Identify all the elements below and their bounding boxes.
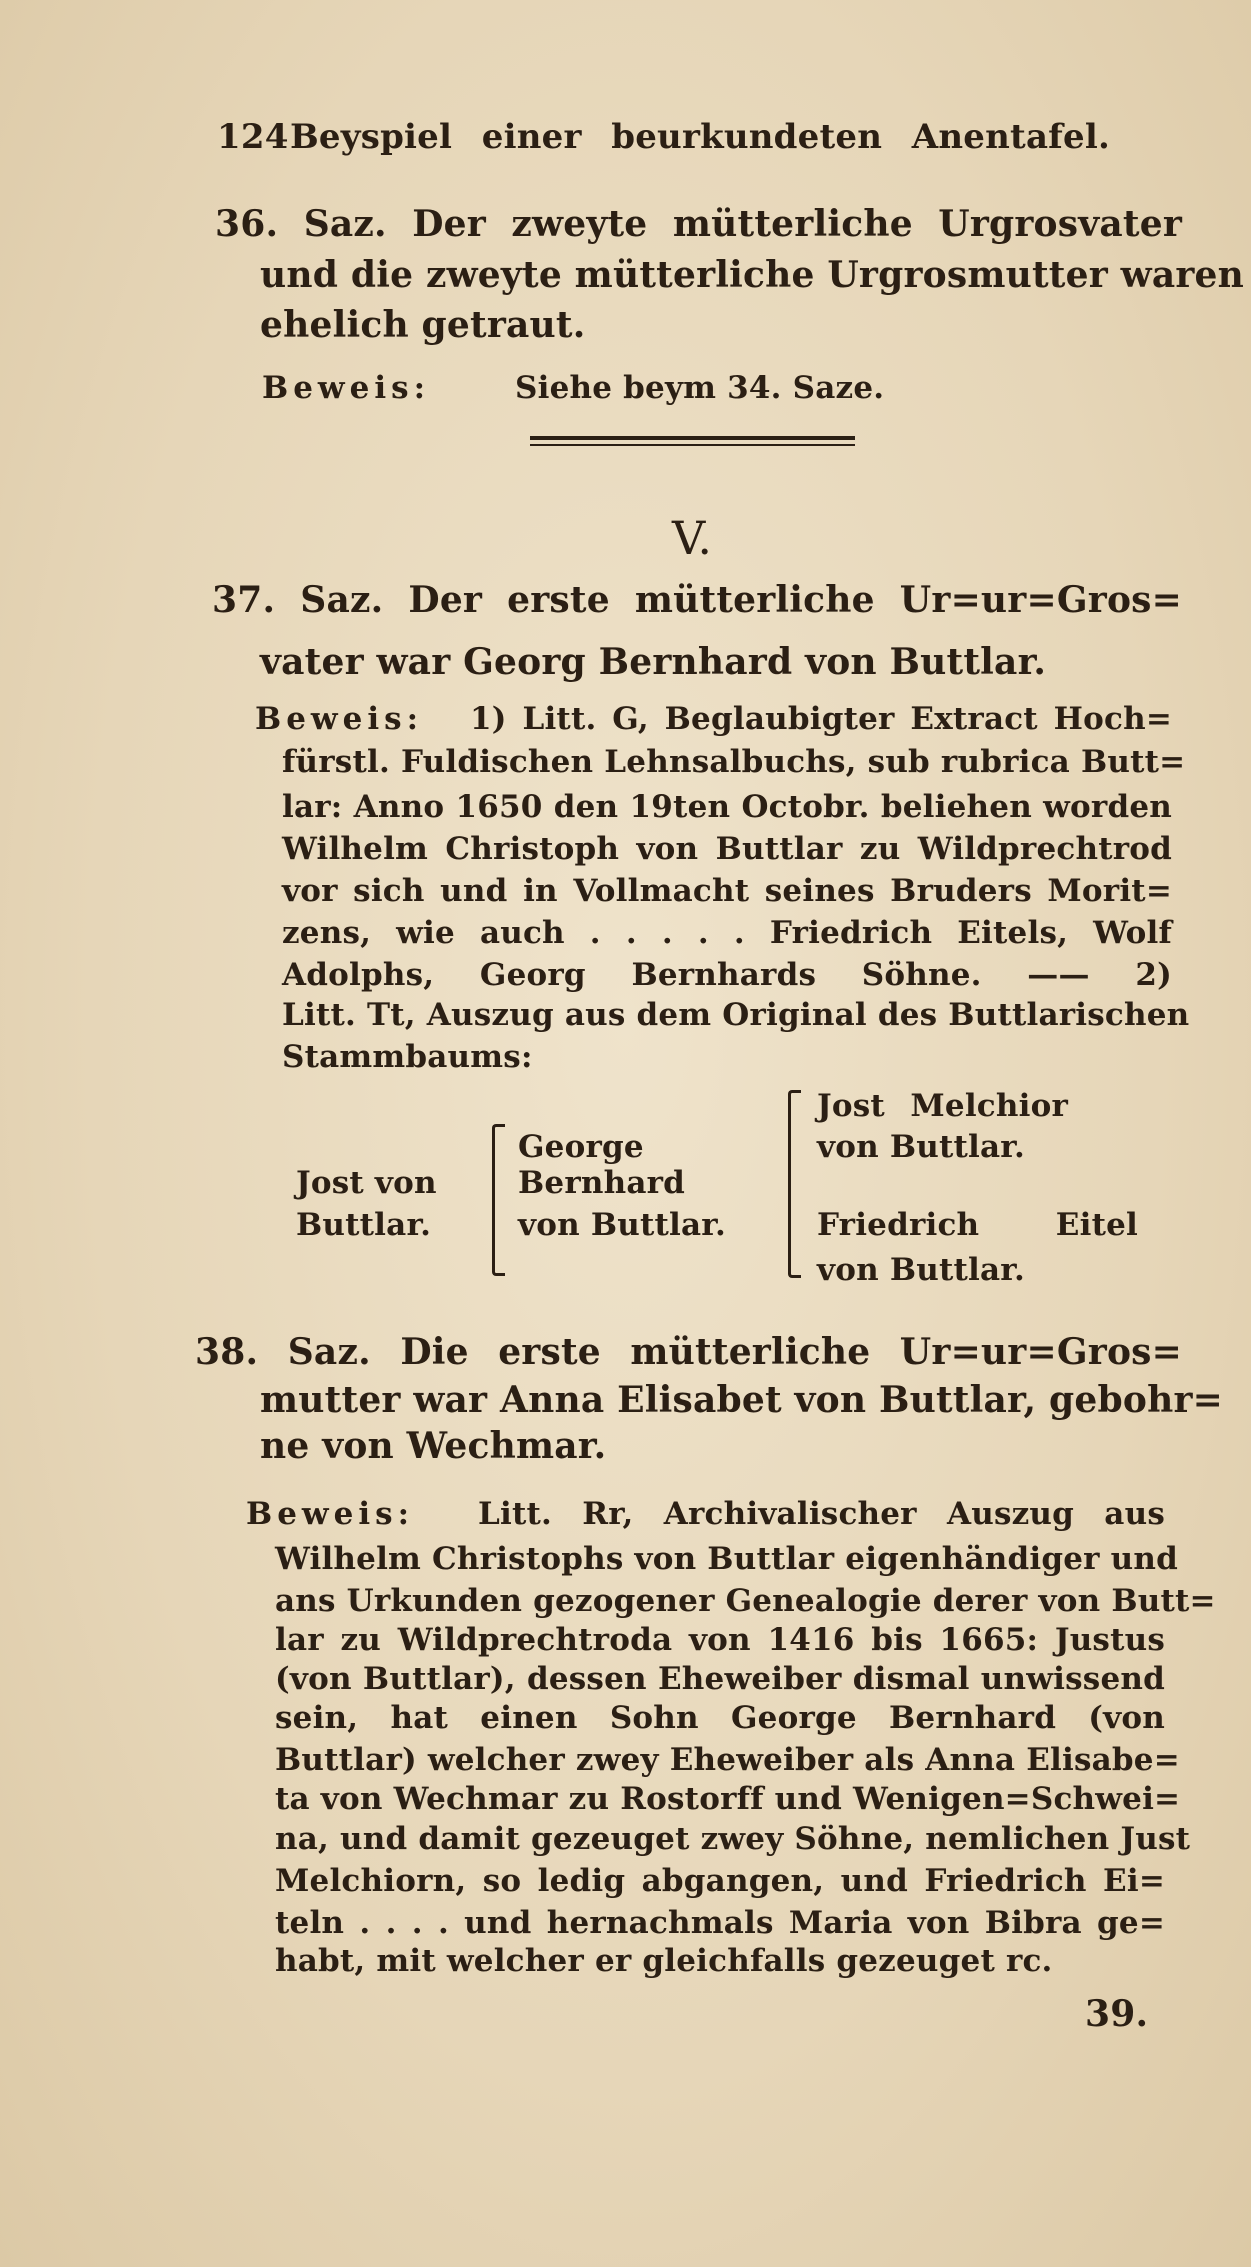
tree-grandchild-name: Jost Melchior bbox=[817, 1088, 1068, 1124]
proof-text-line: lar: Anno 1650 den 19ten Octobr. beliehen worden bbox=[282, 789, 1172, 825]
tree-grandchild-name: Friedrich Eitel bbox=[817, 1207, 1138, 1243]
tree-bracket-left bbox=[492, 1124, 505, 1276]
tree-root-name: Jost von bbox=[296, 1165, 437, 1201]
proof-text-line: zens, wie auch . . . . . Friedrich Eitels, Wolf bbox=[282, 915, 1172, 951]
section-text-line: ne von Wechmar. bbox=[260, 1425, 607, 1467]
section-divider-rule-thin bbox=[530, 444, 855, 446]
proof-text-line: (von Buttlar), dessen Eheweiber dismal unwissend bbox=[275, 1661, 1165, 1697]
proof-text-line: Melchiorn, so ledig abgangen, und Friedrich Ei= bbox=[275, 1863, 1165, 1899]
proof-text-line: lar zu Wildprechtroda von 1416 bis 1665: Justus bbox=[275, 1622, 1165, 1658]
proof-text-line: teln . . . . und hernachmals Maria von Bibra ge= bbox=[275, 1905, 1165, 1941]
proof-label: Beweis: bbox=[255, 701, 424, 737]
section-text-line: vater war Georg Bernhard von Buttlar. bbox=[260, 641, 1047, 683]
page-number: 124 bbox=[217, 117, 289, 157]
proof-text-line: Litt. Rr, Archivalischer Auszug aus bbox=[478, 1496, 1165, 1532]
proof-text-line: Adolphs, Georg Bernhards Söhne. —— 2) bbox=[282, 957, 1172, 993]
proof-label: Beweis: bbox=[262, 370, 431, 406]
section-heading: 36. Saz. Der zweyte mütterliche Urgrosvater bbox=[215, 203, 1182, 245]
proof-text-line: vor sich und in Vollmacht seines Bruders Morit= bbox=[282, 873, 1172, 909]
proof-text-line: Wilhelm Christoph von Buttlar zu Wildprechtrod bbox=[282, 831, 1172, 867]
tree-grandchild-name: von Buttlar. bbox=[817, 1129, 1025, 1165]
proof-text-line: 1) Litt. G, Beglaubigter Extract Hoch= bbox=[470, 701, 1172, 737]
proof-text-line: habt, mit welcher er gleichfalls gezeuget rc. bbox=[275, 1943, 1053, 1979]
proof-text-line: fürstl. Fuldischen Lehnsalbuchs, sub rubrica Butt= bbox=[282, 744, 1186, 780]
proof-text-line: Litt. Tt, Auszug aus dem Original des Buttlarischen bbox=[282, 997, 1190, 1033]
section-text-line: und die zweyte mütterliche Urgrosmutter waren bbox=[260, 254, 1245, 296]
proof-label: Beweis: bbox=[246, 1496, 415, 1532]
section-text-line: ehelich getraut. bbox=[260, 304, 586, 346]
tree-bracket-right bbox=[788, 1090, 801, 1278]
tree-child-name: George bbox=[518, 1129, 644, 1165]
tree-root-name: Buttlar. bbox=[296, 1207, 432, 1243]
proof-text-line: ans Urkunden gezogener Genealogie derer von Butt= bbox=[275, 1583, 1216, 1619]
chapter-numeral: V. bbox=[672, 511, 713, 565]
proof-text-line: sein, hat einen Sohn George Bernhard (von bbox=[275, 1700, 1165, 1736]
proof-text-line: Wilhelm Christophs von Buttlar eigenhändiger und bbox=[275, 1541, 1178, 1577]
proof-text-line: na, und damit gezeuget zwey Söhne, nemlichen Just bbox=[275, 1821, 1191, 1857]
section-divider-rule bbox=[530, 436, 855, 440]
tree-child-name: von Buttlar. bbox=[518, 1207, 726, 1243]
running-header: Beyspiel einer beurkundeten Anentafel. bbox=[290, 117, 1110, 157]
section-heading: 38. Saz. Die erste mütterliche Ur=ur=Gros= bbox=[195, 1331, 1182, 1373]
section-heading: 37. Saz. Der erste mütterliche Ur=ur=Gros= bbox=[212, 579, 1182, 621]
proof-text-line: Buttlar) welcher zwey Eheweiber als Anna Elisabe= bbox=[275, 1742, 1180, 1778]
catchword: 39. bbox=[1085, 1993, 1149, 2035]
proof-text-line: Stammbaums: bbox=[282, 1039, 533, 1075]
tree-grandchild-name: von Buttlar. bbox=[817, 1252, 1025, 1288]
proof-text-line: ta von Wechmar zu Rostorff und Wenigen=Schwei= bbox=[275, 1781, 1181, 1817]
tree-child-name: Bernhard bbox=[518, 1165, 686, 1201]
section-text-line: mutter war Anna Elisabet von Buttlar, gebohr= bbox=[260, 1379, 1223, 1421]
proof-text: Siehe beym 34. Saze. bbox=[515, 370, 885, 406]
